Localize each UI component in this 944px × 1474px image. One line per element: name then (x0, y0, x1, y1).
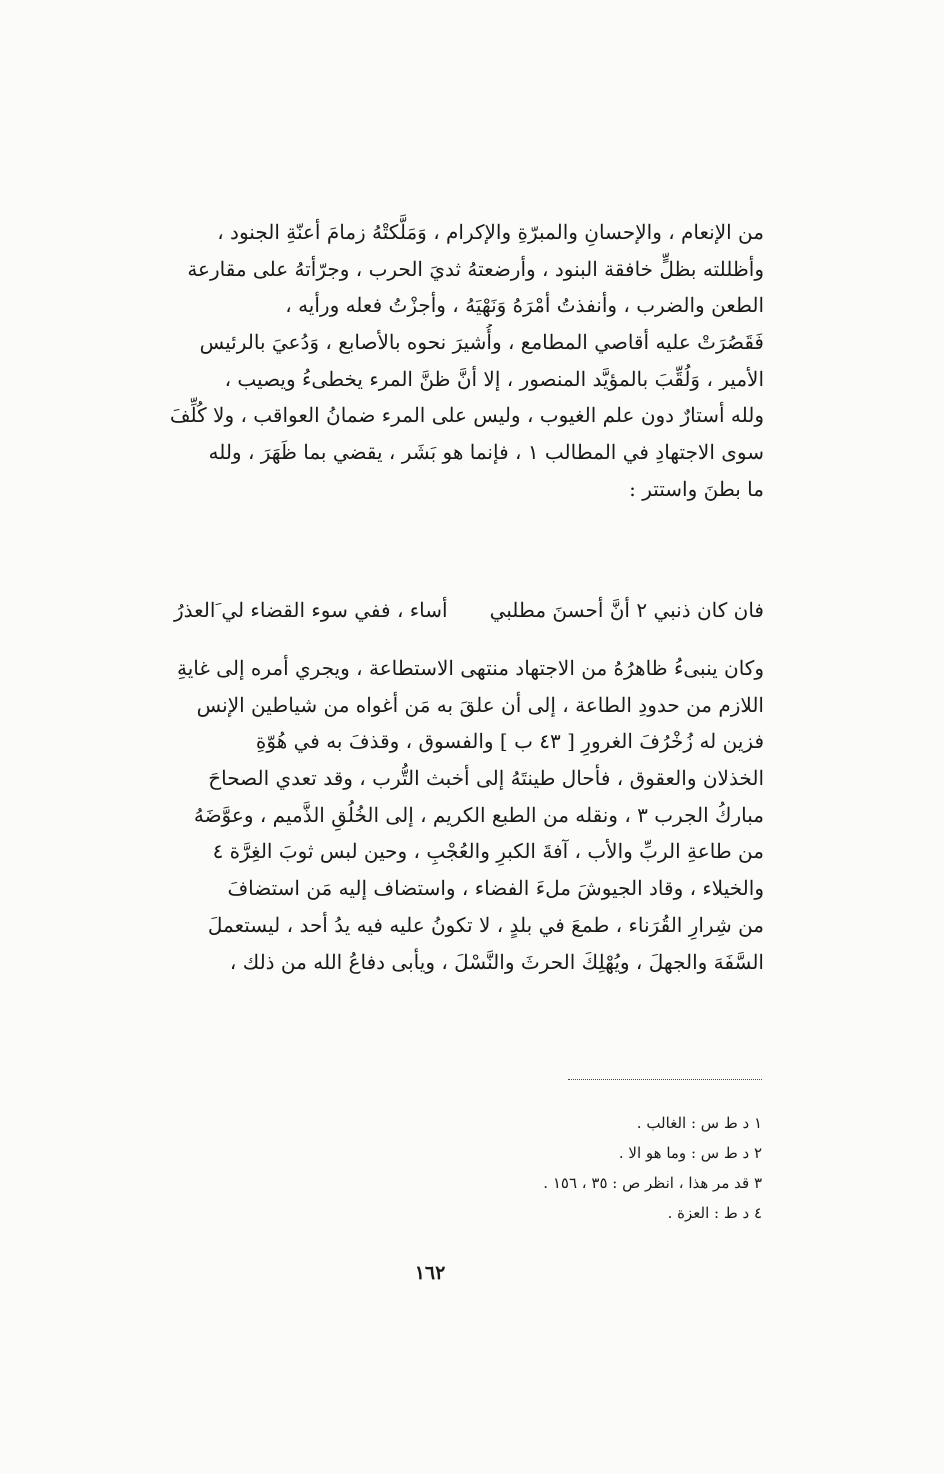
footnote-divider (568, 1079, 762, 1080)
footnote: ١ د ط س : الغالب . (636, 1114, 762, 1132)
text-line: من شِرارِ القُرَناء ، طمعَ في بلدٍ ، لا تكونُ عليه فيه يدُ أحد ، ليستعملَ (207, 912, 764, 937)
text-line: وكان ينبىءُ ظاهرُهُ من الاجتهاد منتهى الاستطاعة ، ويجري أمره إلى غايةِ (176, 656, 764, 680)
text-line: من الإنعام ، والإحسانِ والمبرّةِ والإكرام ، وَمَلَّكتْهُ زمامَ أعنّةِ الجنود ، (217, 220, 764, 244)
verse-second-hemistich: أساء ، ففي سوء القضاء لي َالعذرُ (174, 598, 448, 622)
footnotes (330, 1108, 762, 1228)
text-line: سوى الاجتهادِ في المطالب ١ ، فإنما هو بَشَر ، يقضي بما ظَهَرَ ، ولله (208, 440, 764, 465)
text-line: من طاعةِ الربِّ والأب ، آفةَ الكبرِ والعُجْبِ ، وحين لبس ثوبَ الغِرَّة ٤ (212, 839, 764, 864)
text-line: فزين له زُخْرُفَ الغرورِ [ ٤٣ ب ] والفسوق ، وقذفَ به في هُوّةِ (255, 729, 764, 754)
text-line: اللازم من حدودِ الطاعة ، إلى أن علقَ به مَن أغواه من شياطين الإنس (196, 692, 764, 717)
footnote: ٤ د ط : العزة . (667, 1204, 762, 1222)
text-line: والخيلاء ، وقاد الجيوشَ ملءَ الفضاء ، واستضاف إليه مَن استضافَ (227, 876, 764, 901)
poetry-verse (96, 592, 764, 628)
text-line: الخذلان والعقوق ، فأحال طينتَهُ إلى أخبث التُّرب ، وقد تعدي الصحاحَ (208, 766, 764, 791)
page-number: ١٦٢ (414, 1262, 446, 1284)
text-line: ما بطنَ واستتر : (629, 476, 764, 501)
text-line: وأظللته بظلٍّ خافقة البنود ، وأرضعتهُ ثديَ الحرب ، وجرّأتهُ على مقارعة (187, 256, 764, 281)
footnote: ٢ د ط س : وما هو الا . (618, 1144, 762, 1162)
footnote: ٣ قد مر هذا ، انظر ص : ٣٥ ، ١٥٦ . (543, 1174, 762, 1192)
text-line: فَقَصُرَتْ عليه أقاصي المطامع ، وأُشيرَ نحوه بالأصابع ، وَدُعيَ بالرئيس (199, 330, 764, 355)
text-line: الطعن والضرب ، وأنفذتُ أمْرَهُ وَنَهْيَهُ ، وأجزْتُ فعله ورأيه ، (285, 293, 764, 318)
body-text-top (96, 214, 764, 508)
text-line: الأمير ، وَلُقِّبَ بالمؤيَّد المنصور ، إلا أنَّ ظنَّ المرء يخطىءُ ويصيب ، (224, 366, 764, 391)
text-line: ولله أستارٌ دون علم الغيوب ، وليس على المرء ضمانُ العواقب ، ولا كُلِّفَ (169, 403, 764, 428)
verse-first-hemistich: فان كان ذنبي ٢ أنَّ أحسنَ مطلبي (489, 598, 764, 622)
text-line: مباركُ الجرب ٣ ، ونقله من الطبع الكريم ، إلى الخُلُقِ الذَّميم ، وعوَّضَهُ (193, 802, 764, 827)
body-text-bottom (96, 650, 764, 980)
text-line: السَّفَهَ والجهلَ ، ويُهْلِكَ الحرثَ والنَّسْلَ ، ويأبى دفاعُ الله من ذلك ، (229, 949, 764, 974)
